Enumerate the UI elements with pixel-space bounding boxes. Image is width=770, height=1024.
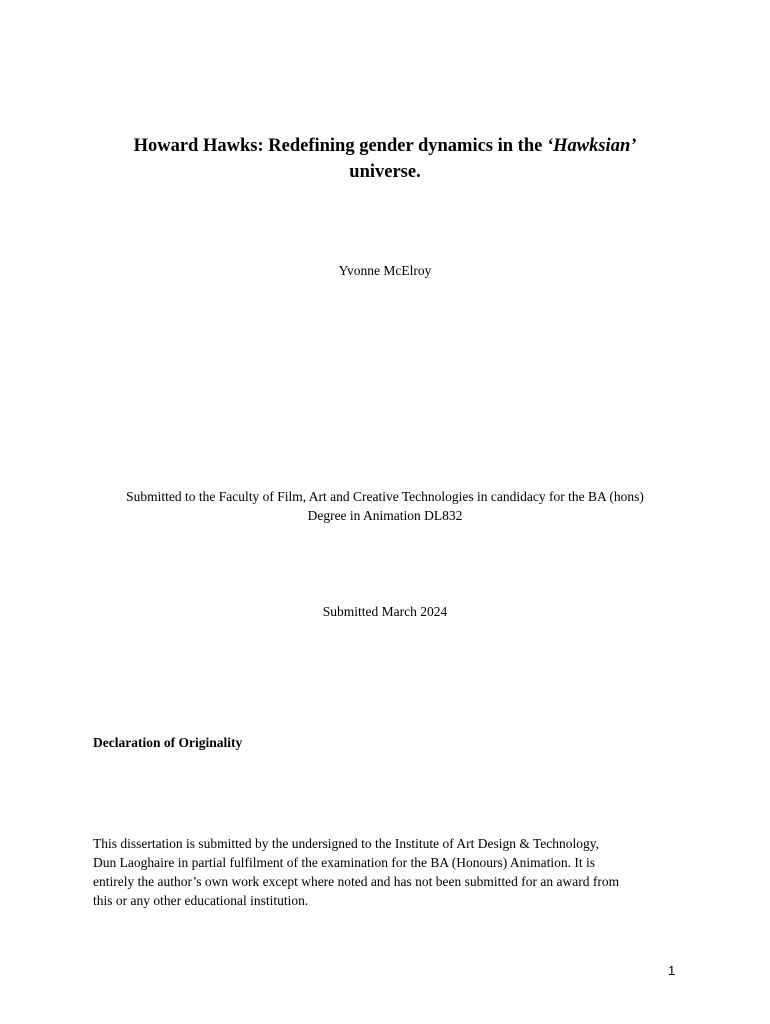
submission-statement-line-1: Submitted to the Faculty of Film, Art and Creative Technologies in candidacy for the BA (hons) — [126, 489, 644, 504]
submission-statement-line-2: Degree in Animation DL832 — [307, 508, 463, 523]
declaration-line-3: entirely the author’s own work except where noted and has not been submitted for an award from — [93, 874, 620, 889]
document-title — [0, 133, 770, 185]
page-number: 1 — [668, 963, 676, 978]
author-name: Yvonne McElroy — [338, 263, 432, 278]
submission-date: Submitted March 2024 — [322, 604, 448, 619]
submission-statement — [60, 487, 710, 525]
title-emphasis-text: ‘Hawksian’ — [546, 136, 637, 156]
title-main-text: Howard Hawks: Redefining gender dynamics in the — [133, 136, 547, 156]
title-line-2: universe. — [349, 162, 421, 182]
declaration-line-4: this or any other educational institution. — [93, 893, 309, 908]
declaration-body — [93, 834, 683, 910]
declaration-heading: Declaration of Originality — [93, 735, 243, 750]
declaration-line-2: Dun Laoghaire in partial fulfilment of the examination for the BA (Honours) Animation. It is — [93, 855, 596, 870]
declaration-line-1: This dissertation is submitted by the undersigned to the Institute of Art Design & Technology, — [93, 836, 599, 851]
